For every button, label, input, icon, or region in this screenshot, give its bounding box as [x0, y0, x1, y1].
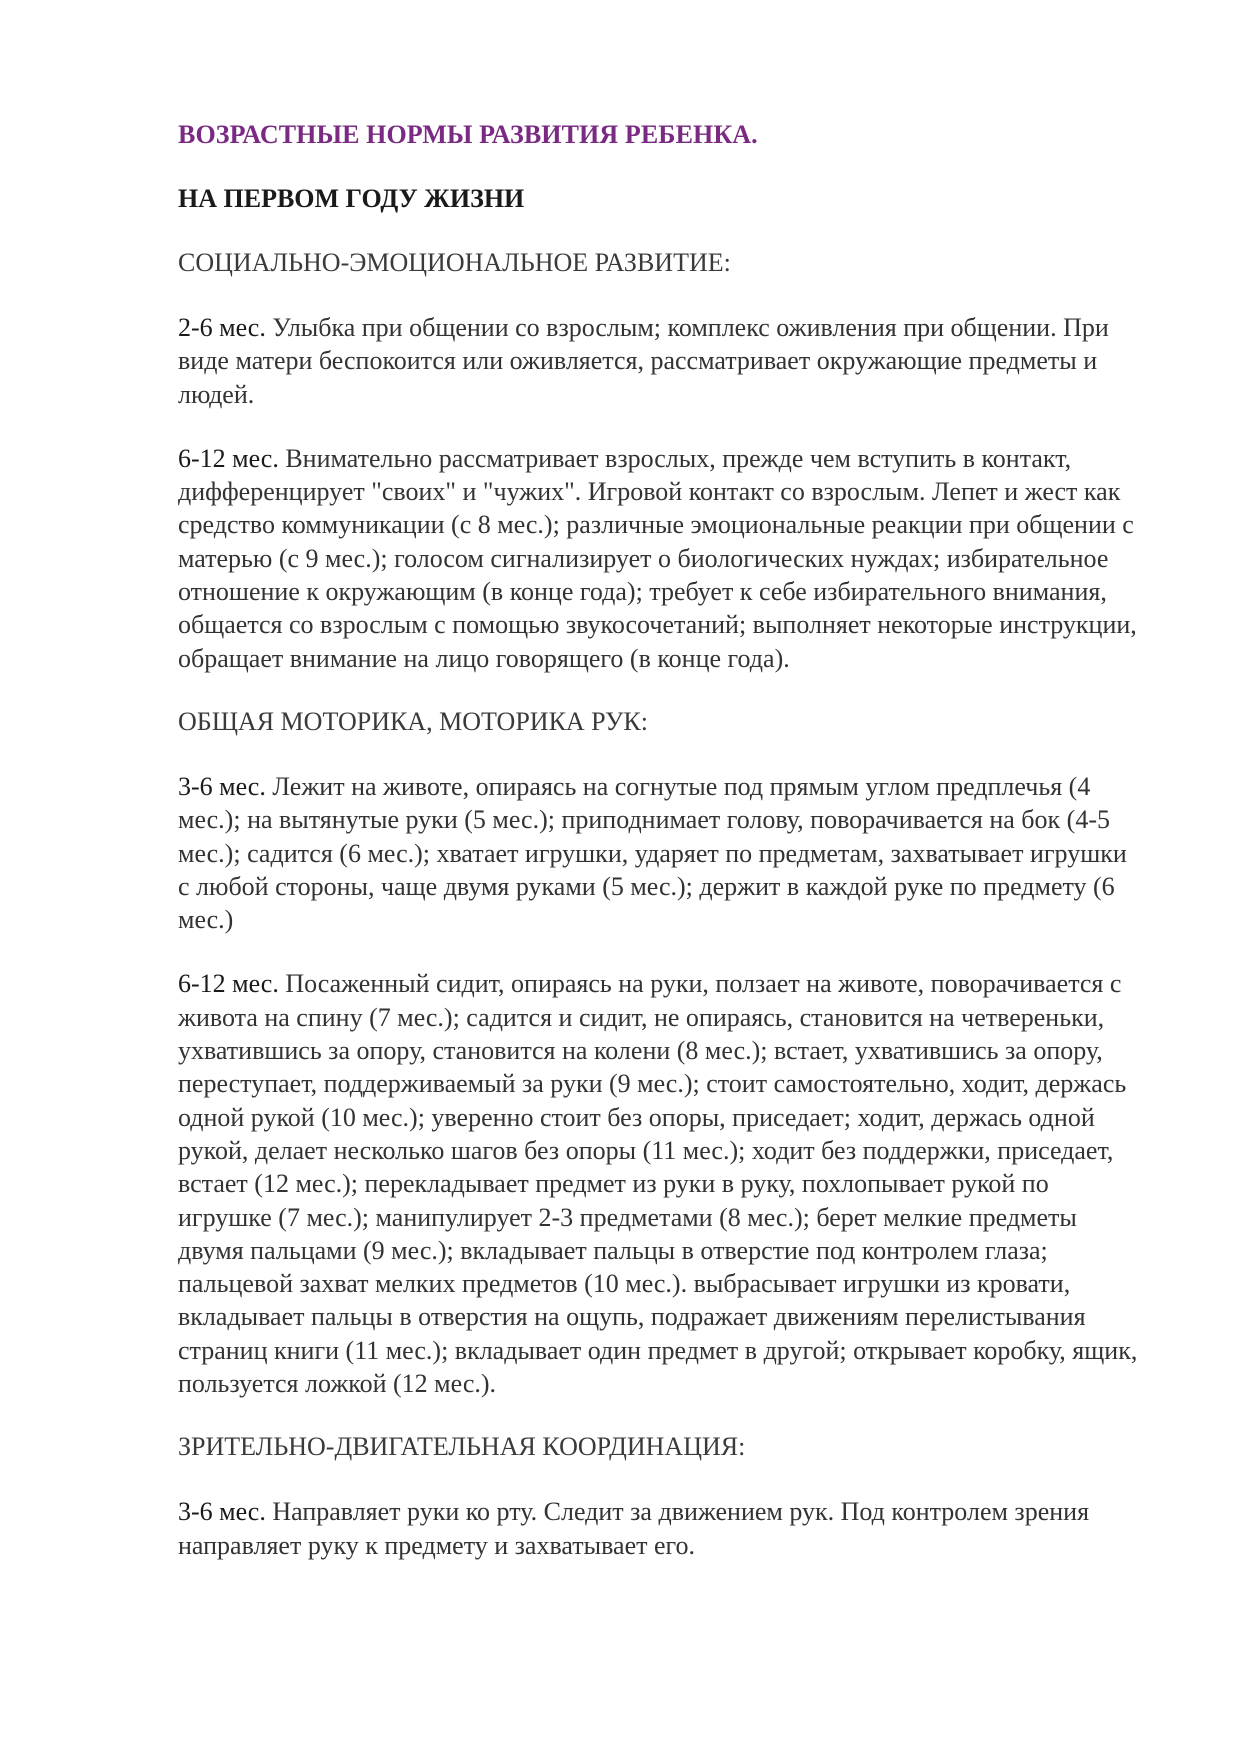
age-range: 6-12 мес. — [178, 443, 279, 473]
section-social-emotional — [178, 246, 1140, 675]
age-range: 2-6 мес. — [178, 313, 266, 342]
paragraph-text: Посаженный сидит, опираясь на руки, ползает на животе, поворачивается с живота на спину (7 мес.); садится и сидит, не опираясь, становится на четвереньки, ухватившись за опору, становится на колени (8 мес.); встает, ухватившись за опору, переступает, поддерживаемый за руки (9 мес.); стоит самостоятельно, ходит, держась одной рукой (10 мес.); уверенно стоит без опоры, приседает; ходит, держась одной рукой, делает несколько шагов без опоры (11 мес.); ходит без поддержки, приседает, встает (12 мес.); перекладывает предмет из руки в руку, похлопывает рукой по игрушке (7 мес.); манипулирует 2-3 предметами (8 мес.); берет мелкие предметы двумя пальцами (9 мес.); вкладывает пальцы в отверстие под контролем глаза; пальцевой захват мелких предметов (10 мес.). выбрасывает игрушки из кровати, вкладывает пальцы в отверстия на ощупь, подражает движениям перелистывания страниц книги (11 мес.); вкладывает один предмет в другой; открывает коробку, ящик, пользуется ложкой (12 мес.). — [178, 969, 1138, 1399]
section-heading: ЗРИТЕЛЬНО-ДВИГАТЕЛЬНАЯ КООРДИНАЦИЯ: — [178, 1432, 746, 1462]
document-title: ВОЗРАСТНЫЕ НОРМЫ РАЗВИТИЯ РЕБЕНКА. — [178, 120, 758, 149]
paragraph-text: Внимательно рассматривает взрослых, прежде чем вступить в контакт, дифференцирует "своих" и "чужих". Игровой контакт со взрослым. Лепет и жест как средство коммуникации (с 8 мес.); различные эмоциональные реакции при общении с матерью (с 9 мес.); голосом сигнализирует о биологических нуждах; избирательное отношение к окружающим (в конце года); требует к себе избирательного внимания, общается со взрослым с помощью звукосочетаний; выполняет некоторые инструкции, обращает внимание на лицо говорящего (в конце года). — [178, 443, 1137, 673]
paragraph-text: Улыбка при общении со взрослым; комплекс оживления при общении. При виде матери беспокоится или оживляется, рассматривает окружающие предметы и людей. — [178, 313, 1109, 409]
age-range: 6-12 мес. — [178, 969, 279, 999]
section-motor-skills — [178, 705, 1140, 1400]
section-heading: ОБЩАЯ МОТОРИКА, МОТОРИКА РУК: — [178, 706, 648, 736]
paragraph — [178, 770, 1140, 936]
paragraph — [178, 1495, 1140, 1562]
paragraph — [178, 311, 1140, 411]
paragraph-text: Направляет руки ко рту. Следит за движением рук. Под контролем зрения направляет руку к предмету и захватывает его. — [178, 1497, 1090, 1560]
age-range: 3-6 мес. — [178, 1497, 266, 1527]
document-subtitle: НА ПЕРВОМ ГОДУ ЖИЗНИ — [178, 184, 525, 213]
paragraph — [178, 967, 1140, 1400]
section-visual-motor — [178, 1430, 1140, 1562]
paragraph-text: Лежит на животе, опираясь на согнутые под прямым углом предплечья (4 мес.); на вытянутые руки (5 мес.); приподнимает голову, поворачивается на бок (4-5 мес.); садится (6 мес.); хватает игрушки, ударяет по предметам, захватывает игрушки с любой стороны, чаще двумя руками (5 мес.); держит в каждой руке по предмету (6 мес.) — [178, 771, 1127, 935]
age-range: 3-6 мес. — [178, 771, 266, 801]
paragraph — [178, 442, 1140, 675]
section-heading: СОЦИАЛЬНО-ЭМОЦИОНАЛЬНОЕ РАЗВИТИЕ: — [178, 248, 731, 277]
